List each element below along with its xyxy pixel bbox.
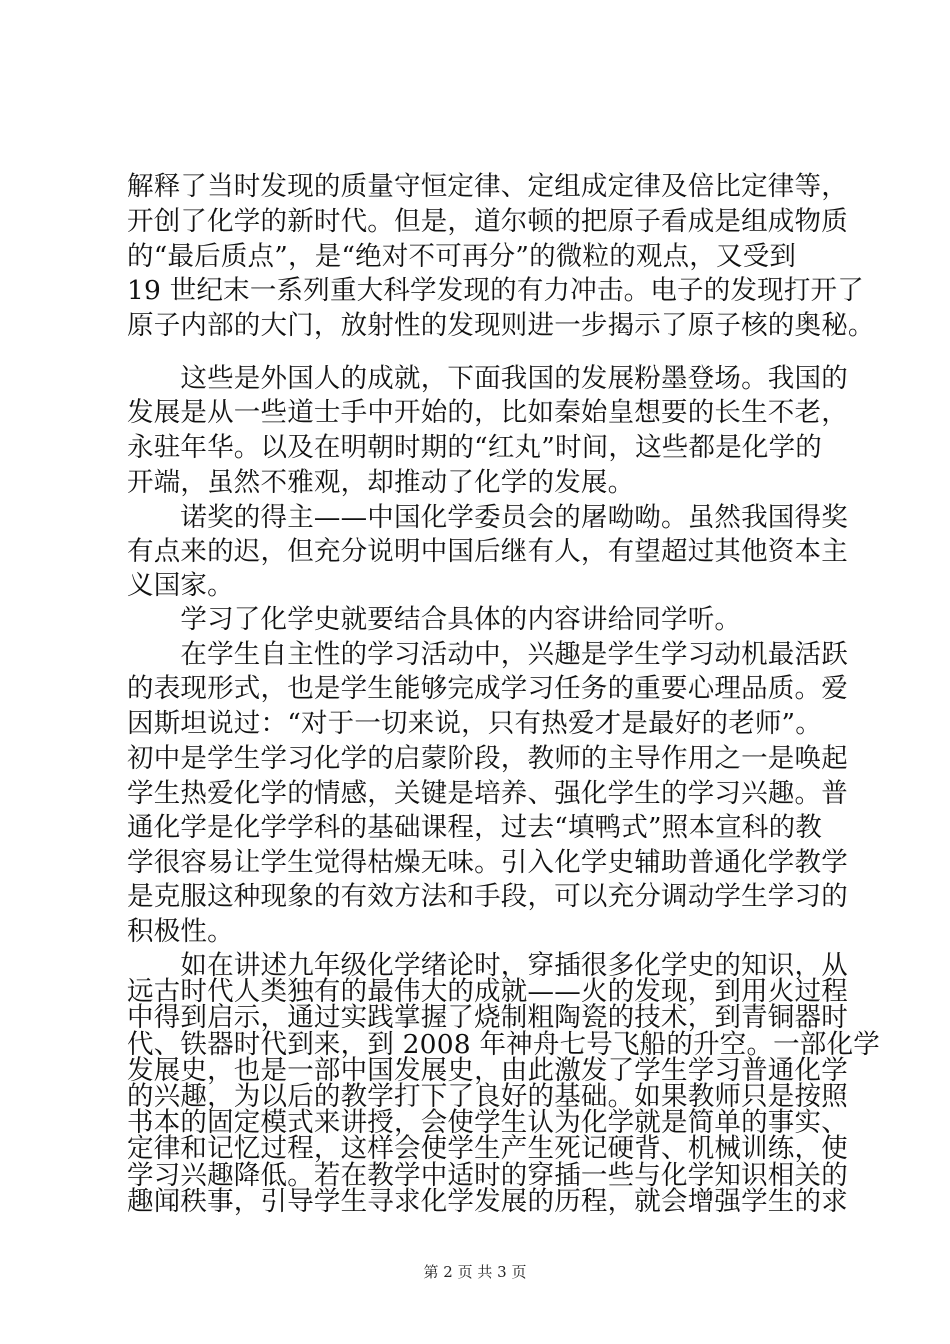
text-line: 义国家。 <box>127 570 234 601</box>
text-line: 初中是学生学习化学的启蒙阶段，教师的主导作用之一是唤起 <box>127 743 848 774</box>
text-line: 解释了当时发现的质量守恒定律、定组成定律及倍比定律等， <box>127 171 848 202</box>
text-line: 开创了化学的新时代。但是，道尔顿的把原子看成是组成物质 <box>127 206 848 237</box>
text-line: 趣闻秩事，引导学生寻求化学发展的历程，就会增强学生的求 <box>127 1185 848 1217</box>
text-line: 有点来的迟，但充分说明中国后继有人，有望超过其他资本主 <box>127 536 848 567</box>
text-line: 是克服这种现象的有效方法和手段，可以充分调动学生学习的 <box>127 881 848 912</box>
text-line: 发展史，也是一部中国发展史，由此激发了学生学习普通化学 <box>127 1054 848 1086</box>
text-line: 中得到启示，通过实践掌握了烧制粗陶瓷的技术，到青铜器时 <box>127 1002 848 1034</box>
text-line: 书本的固定模式来讲授，会使学生认为化学就是简单的事实、 <box>127 1107 848 1139</box>
text-line: 发展是从一些道士手中开始的，比如秦始皇想要的长生不老， <box>127 397 848 428</box>
page-footer: 第 2 页 共 3 页 <box>423 1263 527 1281</box>
text-line: 19 世纪末一系列重大科学发现的有力冲击。电子的发现打开了 <box>127 275 864 306</box>
text-line: 永驻年华。以及在明朝时期的“红丸”时间，这些都是化学的 <box>127 432 822 463</box>
text-line: 因斯坦说过：“对于一切来说，只有热爱才是最好的老师”。 <box>127 708 822 739</box>
text-line: 的兴趣，为以后的教学打下了良好的基础。如果教师只是按照 <box>127 1081 848 1112</box>
text-line: 原子内部的大门，放射性的发现则进一步揭示了原子核的奥秘。 <box>127 310 875 341</box>
text-line: 的“最后质点”，是“绝对不可再分”的微粒的观点，又受到 <box>127 241 797 272</box>
text-line: 通化学是化学学科的基础课程，过去“填鸭式”照本宣科的教 <box>127 812 822 843</box>
text-line: 代、铁器时代到来，到 2008 年神舟七号飞船的升空。一部化学 <box>127 1028 880 1060</box>
text-line: 定律和记忆过程，这样会使学生产生死记硬背、机械训练，使 <box>127 1133 848 1165</box>
text-line: 诺奖的得主——中国化学委员会的屠呦呦。虽然我国得奖 <box>127 502 848 533</box>
text-line: 积极性。 <box>127 916 234 947</box>
text-line: 的表现形式，也是学生能够完成学习任务的重要心理品质。爱 <box>127 673 848 704</box>
text-line: 学习了化学史就要结合具体的内容讲给同学听。 <box>127 604 742 635</box>
text-line: 学生热爱化学的情感，关键是培养、强化学生的学习兴趣。普 <box>127 778 848 809</box>
text-line: 如在讲述九年级化学绪论时，穿插很多化学史的知识，从 <box>127 950 848 981</box>
text-line: 学习兴趣降低。若在教学中适时的穿插一些与化学知识相关的 <box>127 1159 848 1191</box>
text-line: 学很容易让学生觉得枯燥无味。引入化学史辅助普通化学教学 <box>127 847 848 878</box>
text-line: 这些是外国人的成就，下面我国的发展粉墨登场。我国的 <box>127 363 848 394</box>
text-line: 在学生自主性的学习活动中，兴趣是学生学习动机最活跃 <box>127 639 848 670</box>
text-line: 远古时代人类独有的最伟大的成就——火的发现，到用火过程 <box>127 976 848 1008</box>
text-line: 开端，虽然不雅观，却推动了化学的发展。 <box>127 467 635 498</box>
